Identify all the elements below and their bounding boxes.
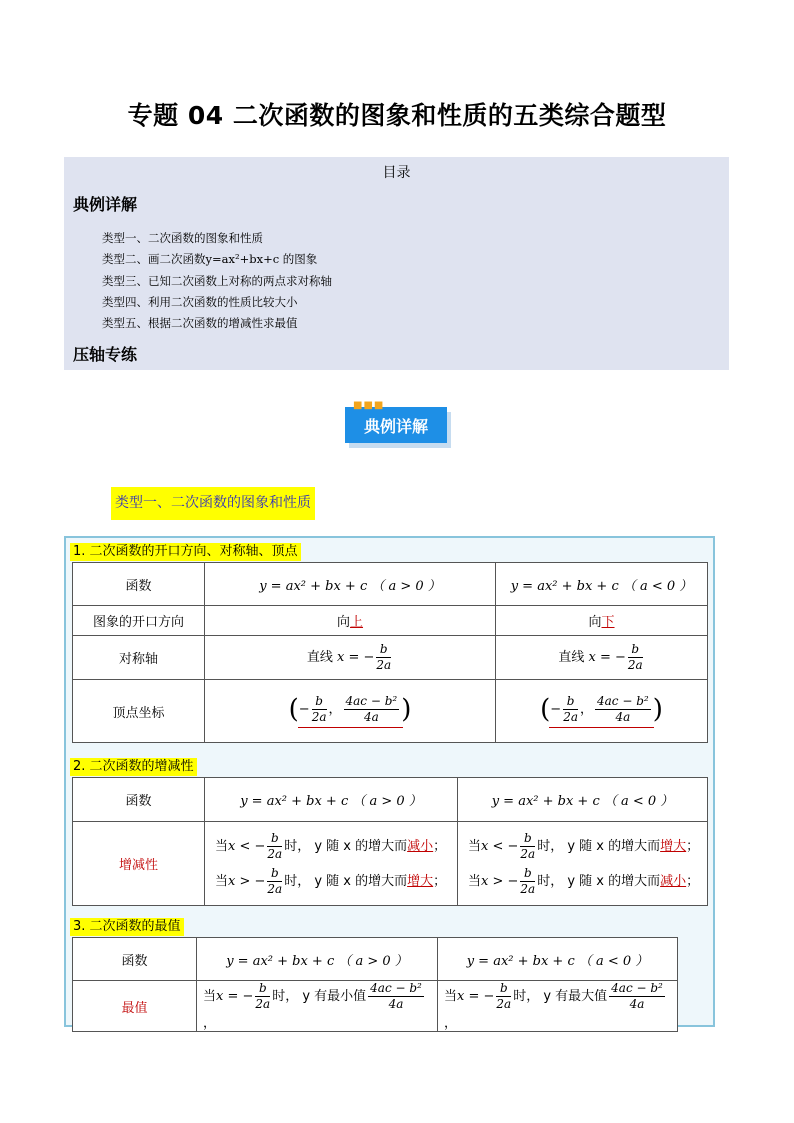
cell-monotonic-neg: 当x < − $\frac{b}{2a}$ 时， y 随 x 的增大而增大； 当x > − $\frac{b}{2a}$ 时， y 随 x 的增大而减小； — [458, 822, 708, 906]
cell-axis-pos: 直线 x = − $\frac{b}{2a}$ — [205, 636, 496, 680]
table-of-contents — [64, 157, 729, 370]
section1-table — [72, 562, 708, 743]
section2-title: 2. 二次函数的增减性 — [70, 758, 197, 776]
section2-table — [72, 777, 708, 906]
cell-func-label: 函数 — [73, 563, 205, 606]
cell-monotonic-label: 增减性 — [73, 822, 205, 906]
red-underline — [549, 727, 654, 728]
cell-func-label: 函数 — [73, 938, 197, 981]
toc-item[interactable]: 类型四、利用二次函数的性质比较大小 — [102, 294, 298, 309]
toc-item[interactable]: 类型二、画二次函数y=ax²+bx+c 的图象 — [102, 252, 318, 267]
badge-label: 典例详解 — [363, 416, 428, 436]
cell-axis-label: 对称轴 — [73, 636, 205, 680]
cell-open-label: 图象的开口方向 — [73, 606, 205, 636]
section-badge — [345, 400, 447, 443]
toc-item[interactable]: 类型五、根据二次函数的增减性求最值 — [102, 316, 298, 331]
toc-list — [102, 228, 729, 334]
cell-vertex-neg: (− $\frac{b}{2a}$ ， $\frac{\text{4ac − b²}}{4a}$ ) — [496, 680, 708, 743]
toc-item[interactable]: 类型一、二次函数的图象和性质 — [102, 231, 263, 245]
cell-func-neg: y = ax² + bx + c （ a < 0 ） — [496, 563, 708, 606]
cell-vertex-pos: (− $\frac{b}{2a}$ ， $\frac{\text{4ac − b²}}{4a}$ ) — [205, 680, 496, 743]
section1-title: 1. 二次函数的开口方向、对称轴、顶点 — [70, 543, 301, 561]
page-title: 专题 04 二次函数的图象和性质的五类综合题型 — [127, 101, 667, 130]
toc-header: 目录 — [382, 165, 411, 181]
cell-axis-neg: 直线 x = − $\frac{b}{2a}$ — [496, 636, 708, 680]
cell-extremum-neg: 当x = − $\frac{b}{2a}$ 时， y 有最大值 $\frac{\text{4ac − b²}}{4a}$ ， — [438, 981, 678, 1032]
cell-extremum-pos: 当x = − $\frac{b}{2a}$ 时， y 有最小值 $\frac{\text{4ac − b²}}{4a}$ ， — [197, 981, 438, 1032]
toc-section-practice[interactable]: 压轴专练 — [73, 345, 138, 365]
toc-item[interactable]: 类型三、已知二次函数上对称的两点求对称轴 — [102, 273, 332, 288]
section3-table — [72, 937, 678, 1032]
toc-section-examples[interactable]: 典例详解 — [73, 195, 138, 214]
cell-func-pos: y = ax² + bx + c （ a > 0 ） — [205, 563, 496, 606]
cell-func-pos: y = ax² + bx + c （ a > 0 ） — [205, 778, 458, 822]
cell-monotonic-pos: 当x < − $\frac{b}{2a}$ 时， y 随 x 的增大而减小； 当x > − $\frac{b}{2a}$ 时， y 随 x 的增大而增大； — [205, 822, 458, 906]
cell-func-pos: y = ax² + bx + c （ a > 0 ） — [197, 938, 438, 981]
cell-open-neg: 向下 — [496, 606, 708, 636]
cell-extremum-label: 最值 — [73, 981, 197, 1032]
dots-decoration: ■■■ — [353, 400, 385, 411]
cell-func-label: 函数 — [73, 778, 205, 822]
section3-title: 3. 二次函数的最值 — [70, 918, 184, 936]
cell-func-neg: y = ax² + bx + c （ a < 0 ） — [438, 938, 678, 981]
red-underline — [298, 727, 403, 728]
cell-func-neg: y = ax² + bx + c （ a < 0 ） — [458, 778, 708, 822]
cell-open-pos: 向上 — [205, 606, 496, 636]
knowledge-panel — [64, 536, 715, 1031]
type-heading: 类型一、二次函数的图象和性质 — [111, 487, 315, 520]
cell-vertex-label: 顶点坐标 — [73, 680, 205, 743]
